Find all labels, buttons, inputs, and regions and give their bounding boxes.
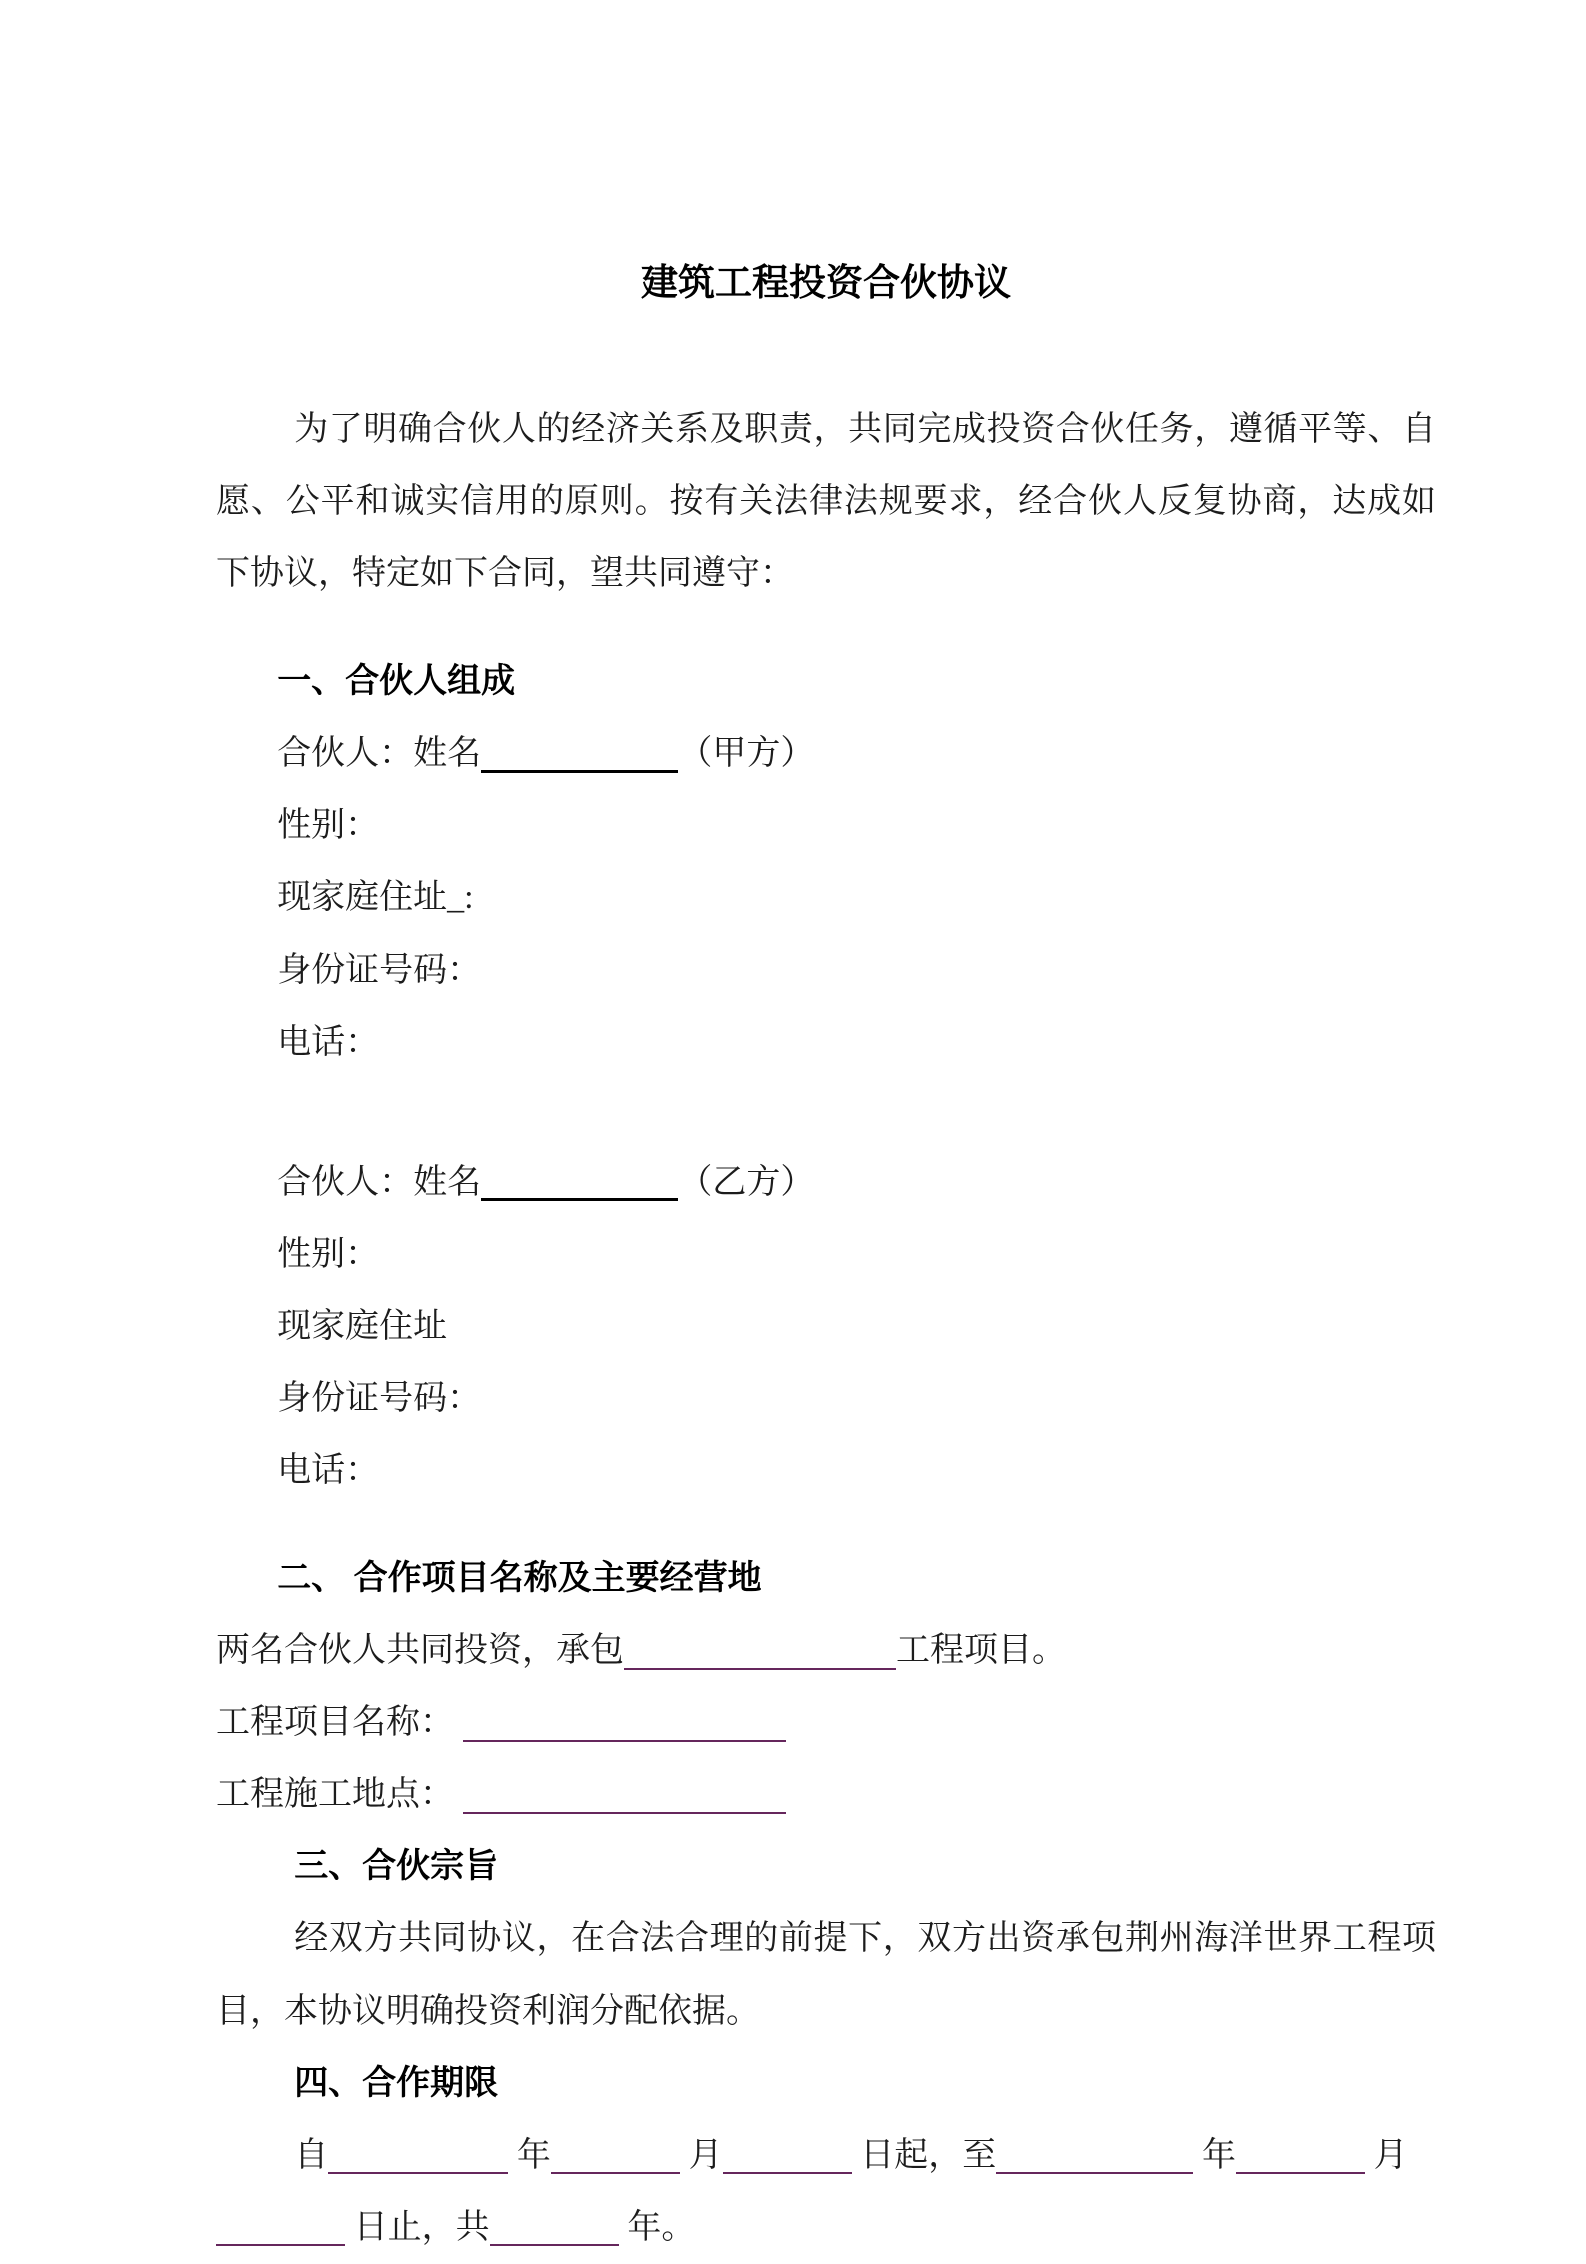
fill-in-blank <box>624 1634 896 1670</box>
section-4-heading <box>216 2048 1436 2120</box>
text-segment: 两名合伙人共同投资，承包 <box>216 1632 624 1670</box>
text-segment: （甲方） <box>678 735 815 773</box>
project-name-line <box>216 1687 1436 1759</box>
fill-in-blank <box>723 2139 852 2175</box>
partner-b-phone-line <box>216 1435 1436 1507</box>
fill-in-blank <box>481 1166 678 1202</box>
text-segment: 身份证号码： <box>277 1379 482 1417</box>
text-segment: 工程施工地点： <box>216 1776 463 1814</box>
investment-line <box>216 1615 1436 1687</box>
purpose-paragraph <box>216 1903 1436 2047</box>
intro-paragraph <box>216 394 1436 610</box>
text-segment: 月 <box>680 2136 723 2174</box>
fill-in-blank <box>490 2211 619 2247</box>
fill-in-blank <box>463 1778 786 1814</box>
fill-in-blank <box>216 2211 345 2247</box>
partner-b-gender-line <box>216 1219 1436 1291</box>
project-site-line <box>216 1759 1436 1831</box>
section-1-heading <box>216 646 1436 718</box>
spacer-between-partners <box>216 1079 1436 1147</box>
document-body <box>216 394 1436 2264</box>
text-segment: 现家庭住址 <box>277 1307 448 1345</box>
text-segment: 日起，至 <box>851 2136 997 2174</box>
text-segment: 二、 合作项目名称及主要经营地 <box>277 1560 762 1598</box>
text-segment: 四、合作期限 <box>294 2064 499 2102</box>
text-segment: 月 <box>1365 2136 1408 2174</box>
text-segment: （乙方） <box>678 1163 815 1201</box>
partner-a-phone-line <box>216 1007 1436 1079</box>
document-title: 建筑工程投资合伙协议 <box>641 263 1011 304</box>
section-3-heading <box>216 1831 1436 1903</box>
fill-in-blank <box>481 737 678 773</box>
partner-b-name-line <box>216 1147 1436 1219</box>
text-segment: 现家庭住址_: <box>277 879 474 917</box>
text-segment: 年 <box>1193 2136 1236 2174</box>
spacer-before-section-2 <box>216 1507 1436 1543</box>
fill-in-blank <box>463 1706 786 1742</box>
text-segment: 年 <box>508 2136 551 2174</box>
term-line <box>216 2120 1436 2264</box>
text-segment: 身份证号码： <box>277 951 482 989</box>
text-segment: 电话： <box>277 1023 380 1061</box>
partner-a-gender-line <box>216 790 1436 862</box>
fill-in-blank <box>1236 2139 1365 2175</box>
text-segment: 电话： <box>277 1452 380 1490</box>
fill-in-blank <box>996 2139 1193 2175</box>
spacer-after-intro <box>216 610 1436 646</box>
fill-in-blank <box>328 2139 508 2175</box>
text-segment: 合伙人：姓名 <box>277 735 482 773</box>
fill-in-blank <box>551 2139 680 2175</box>
partner-b-address-line <box>216 1291 1436 1363</box>
partner-a-name-line <box>216 718 1436 790</box>
text-segment: 性别： <box>277 1235 380 1273</box>
text-segment: 合伙人：姓名 <box>277 1163 482 1201</box>
text-segment: 经双方共同协议，在合法合理的前提下，双方出资承包荆州海洋世界工程项目，本协议明确投资利润分配依据。 <box>216 1920 1436 2030</box>
text-segment: 性别： <box>277 807 380 845</box>
text-segment: 自 <box>294 2136 329 2174</box>
partner-a-id-line <box>216 935 1436 1007</box>
partner-b-id-line <box>216 1363 1436 1435</box>
section-2-heading <box>216 1543 1436 1615</box>
text-segment: 日止，共 <box>345 2208 490 2246</box>
partner-a-address-line <box>216 862 1436 934</box>
text-segment: 一、合伙人组成 <box>277 663 516 701</box>
text-segment: 年。 <box>618 2208 696 2246</box>
text-segment: 三、合伙宗旨 <box>294 1848 499 1886</box>
text-segment: 工程项目。 <box>896 1632 1066 1670</box>
text-segment: 工程项目名称： <box>216 1704 463 1742</box>
text-segment: 为了明确合伙人的经济关系及职责，共同完成投资合伙任务，遵循平等、自愿、公平和诚实信用的原则。按有关法律法规要求，经合伙人反复协商，达成如下协议，特定如下合同，望共同遵守： <box>216 411 1436 593</box>
